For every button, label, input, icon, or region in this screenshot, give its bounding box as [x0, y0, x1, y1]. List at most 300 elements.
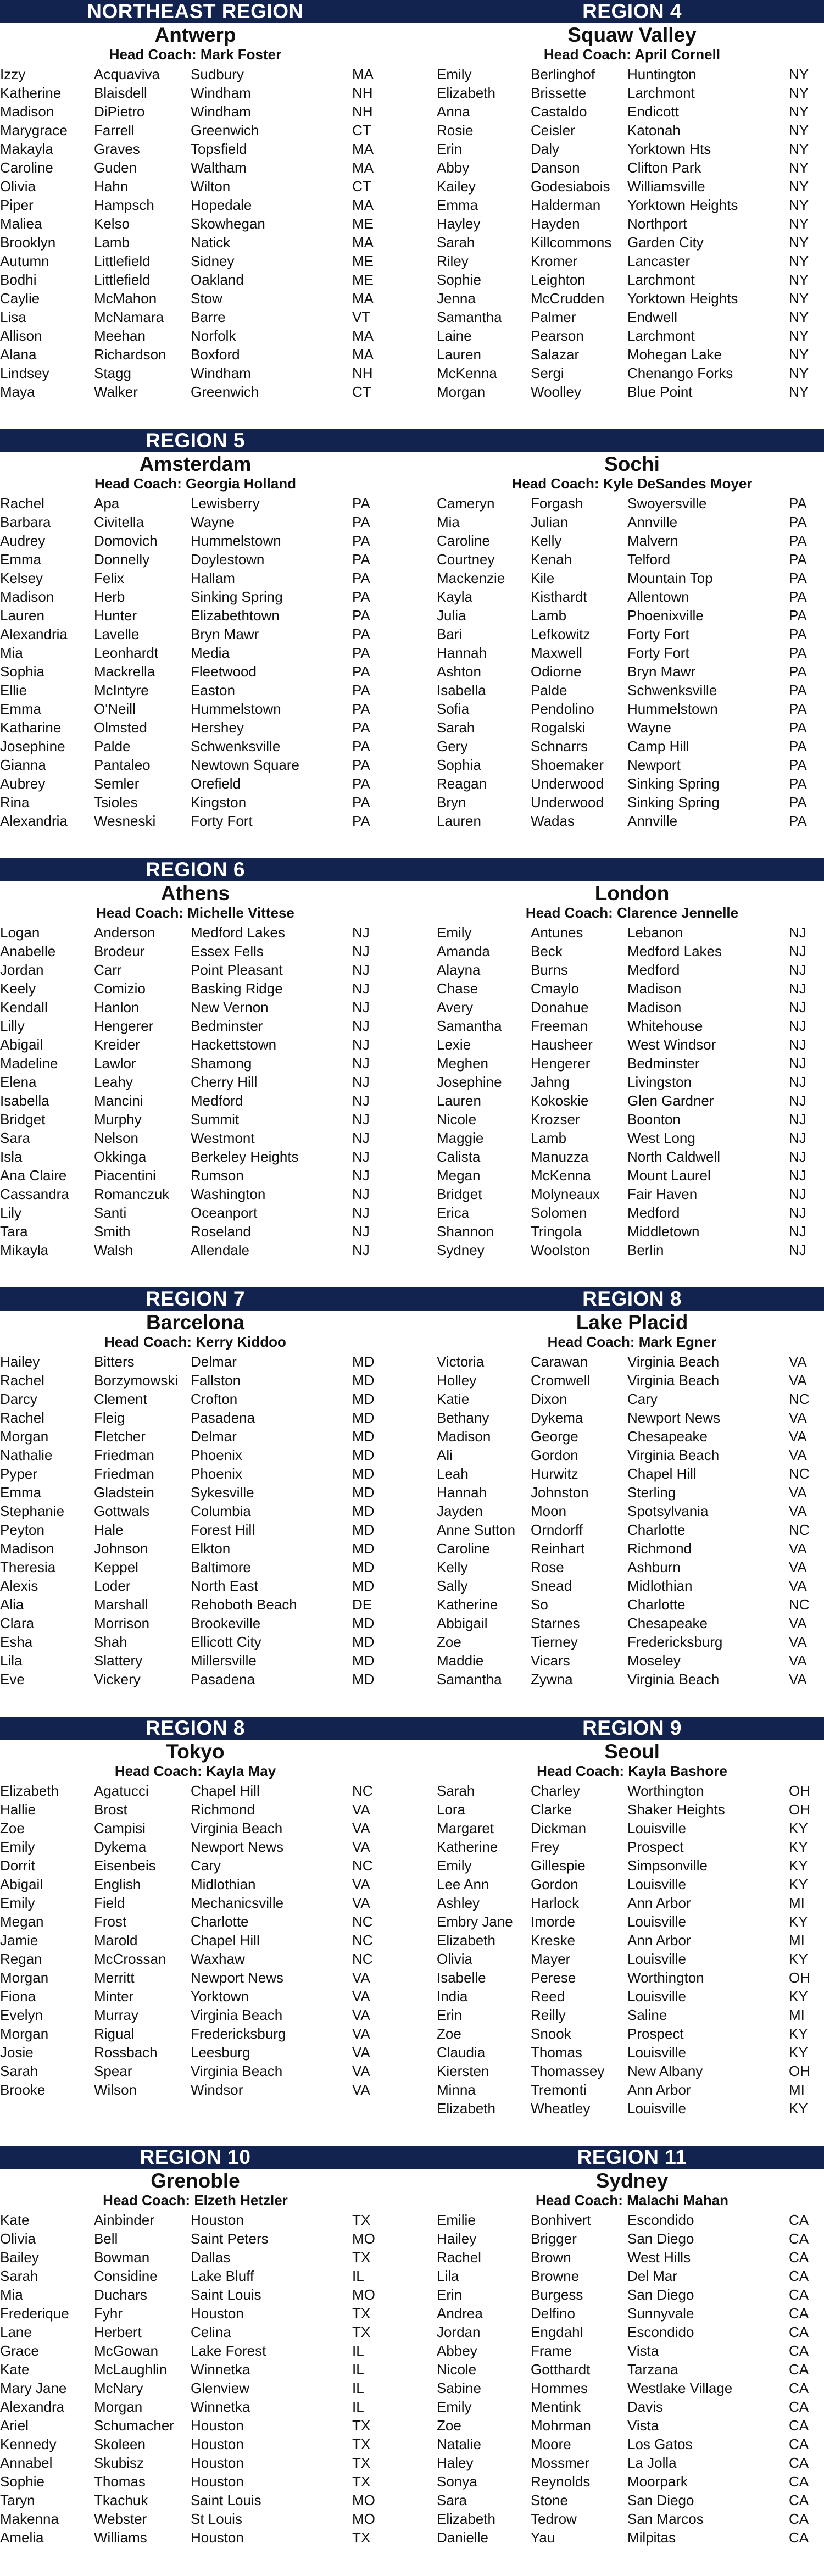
first-name: Nathalie: [0, 1447, 53, 1463]
first-name: Cameryn: [437, 495, 495, 512]
last-name: Richardson: [94, 346, 166, 363]
first-name: Sabine: [437, 2380, 481, 2396]
region-heading: REGION 8: [146, 1717, 245, 1739]
first-name: Hailey: [0, 1353, 40, 1370]
hometown: Waxhaw: [191, 1951, 245, 1967]
player-row: [437, 2304, 824, 2323]
last-name: Vicars: [531, 1652, 570, 1669]
last-name: So: [531, 1596, 548, 1613]
player-row: [0, 121, 391, 140]
first-name: Makayla: [0, 141, 53, 157]
player-row: [437, 1483, 824, 1502]
first-name: Morgan: [437, 384, 486, 400]
state: NJ: [352, 1055, 370, 1072]
hometown: Delmar: [191, 1428, 237, 1445]
state: PA: [352, 626, 370, 642]
state: IL: [352, 2342, 364, 2359]
region-heading: REGION 11: [577, 2146, 687, 2168]
first-name: Erin: [437, 141, 463, 157]
last-name: Schnarrs: [531, 738, 588, 754]
player-row: [0, 2472, 391, 2491]
last-name: Morrison: [94, 1615, 150, 1631]
state: VA: [789, 1615, 807, 1631]
first-name: Elizabeth: [437, 85, 495, 101]
last-name: English: [94, 1876, 141, 1892]
state: TX: [352, 2305, 371, 2322]
hometown: Medford: [627, 962, 680, 978]
last-name: Zywna: [531, 1671, 573, 1687]
state: CA: [789, 2436, 809, 2452]
state: MD: [352, 1484, 375, 1501]
state: VA: [352, 1801, 370, 1818]
last-name: Webster: [94, 2511, 147, 2527]
last-name: Bitters: [94, 1353, 135, 1370]
hometown: Berkeley Heights: [191, 1148, 299, 1165]
state: NC: [789, 1522, 810, 1538]
state: NJ: [789, 1018, 806, 1034]
hometown: Hopedale: [191, 197, 252, 213]
roster-list: [0, 1352, 391, 1689]
first-name: Courtney: [437, 551, 495, 568]
first-name: Emilie: [437, 2212, 476, 2228]
first-name: Bethany: [437, 1409, 489, 1426]
hometown: Elkton: [191, 1540, 231, 1557]
player-row: [437, 1427, 824, 1446]
player-row: [437, 177, 824, 196]
player-row: [437, 1539, 824, 1558]
hometown: Midlothian: [627, 1578, 693, 1594]
player-row: [0, 1371, 391, 1390]
roster-list: [0, 2211, 391, 2547]
player-row: [0, 2528, 391, 2547]
last-name: Reed: [531, 1988, 565, 2005]
last-name: Mayer: [531, 1951, 571, 1967]
last-name: Yau: [531, 2529, 555, 2546]
first-name: Embry Jane: [437, 1913, 513, 1930]
last-name: Beck: [531, 943, 563, 959]
hometown: Blue Point: [627, 384, 693, 400]
hometown: Larchmont: [627, 85, 695, 101]
state: NJ: [789, 999, 806, 1015]
state: MD: [352, 1409, 375, 1426]
last-name: Santi: [94, 1204, 127, 1221]
player-row: [437, 2360, 824, 2379]
last-name: Maxwell: [531, 645, 582, 661]
first-name: Anne Sutton: [437, 1522, 516, 1538]
hometown: New Vernon: [191, 999, 269, 1015]
player-row: [437, 1520, 824, 1539]
state: NJ: [789, 1242, 806, 1258]
first-name: Avery: [437, 999, 473, 1015]
player-row: [0, 1408, 391, 1427]
player-row: [437, 1408, 824, 1427]
state: CT: [352, 122, 371, 138]
state: MA: [352, 346, 374, 363]
first-name: Riley: [437, 253, 469, 269]
last-name: Stone: [531, 2492, 568, 2508]
hometown: Sinking Spring: [627, 775, 720, 792]
state: VA: [352, 2007, 370, 2023]
hometown: Yorktown Heights: [627, 197, 738, 213]
state: OH: [789, 1969, 810, 1986]
last-name: McGowan: [94, 2342, 159, 2359]
state: NJ: [352, 962, 370, 978]
state: NJ: [352, 924, 370, 941]
hometown: Windsor: [191, 2081, 243, 2098]
hometown: Virginia Beach: [627, 1671, 720, 1687]
player-row: [0, 550, 391, 569]
hometown: Shaker Heights: [627, 1801, 725, 1818]
state: MA: [352, 197, 374, 213]
first-name: Lily: [0, 1204, 22, 1221]
state: NH: [352, 103, 373, 120]
state: NC: [789, 1391, 810, 1407]
state: VA: [789, 1671, 807, 1687]
last-name: Tsioles: [94, 794, 138, 810]
hometown: Annville: [627, 813, 678, 829]
state: NJ: [352, 1018, 370, 1034]
first-name: Emily: [437, 924, 472, 941]
player-row: [437, 270, 824, 289]
state: VA: [352, 1895, 370, 1911]
first-name: Sophia: [0, 663, 44, 680]
player-row: [0, 289, 391, 308]
first-name: Madison: [0, 103, 54, 120]
state: MD: [352, 1652, 375, 1669]
last-name: McKenna: [531, 1167, 591, 1184]
first-name: Samantha: [437, 1671, 502, 1687]
last-name: Gladstein: [94, 1484, 154, 1501]
head-coach: Head Coach: Mark Foster: [109, 46, 282, 63]
last-name: Vickery: [94, 1671, 141, 1687]
state: NJ: [352, 1130, 370, 1146]
state: VA: [352, 1876, 370, 1892]
hometown: Yorktown Heights: [627, 290, 738, 307]
state: TX: [352, 2417, 371, 2434]
state: VA: [352, 2063, 370, 2079]
last-name: Lamb: [94, 234, 130, 251]
state: NY: [789, 271, 809, 288]
team-block: [0, 1717, 391, 2133]
state: PA: [789, 551, 807, 568]
hometown: Garden City: [627, 234, 704, 251]
first-name: Margaret: [437, 1820, 494, 1836]
player-row: [0, 1502, 391, 1520]
hometown: West Windsor: [627, 1036, 716, 1053]
hometown: Ellicott City: [191, 1634, 261, 1650]
first-name: Morgan: [0, 1428, 49, 1445]
last-name: Burgess: [531, 2286, 583, 2303]
player-row: [0, 2211, 391, 2229]
first-name: Erica: [437, 1204, 470, 1221]
player-row: [437, 2416, 824, 2435]
first-name: Andrea: [437, 2305, 483, 2322]
state: DE: [352, 1596, 372, 1613]
state: ME: [352, 271, 374, 288]
player-row: [437, 140, 824, 158]
last-name: Brost: [94, 1801, 127, 1818]
hometown: Crofton: [191, 1391, 238, 1407]
player-row: [0, 1147, 391, 1166]
first-name: Gery: [437, 738, 468, 754]
player-row: [0, 1539, 391, 1558]
first-name: Mia: [0, 2286, 23, 2303]
first-name: Maliea: [0, 215, 42, 232]
hometown: Virginia Beach: [191, 2063, 283, 2079]
player-row: [437, 326, 824, 345]
state: MA: [352, 159, 374, 176]
player-row: [437, 979, 824, 998]
first-name: Bodhi: [0, 271, 37, 288]
hometown: Lancaster: [627, 253, 691, 269]
state: TX: [352, 2529, 371, 2546]
hometown: St Louis: [191, 2511, 242, 2527]
last-name: McIntyre: [94, 682, 149, 698]
last-name: Snead: [531, 1578, 572, 1594]
hometown: Richmond: [191, 1801, 255, 1818]
last-name: Littlefield: [94, 253, 151, 269]
first-name: Logan: [0, 924, 40, 941]
state: NY: [789, 122, 809, 138]
hometown: Medford: [627, 1204, 680, 1221]
state: PA: [789, 607, 807, 624]
state: PA: [352, 794, 370, 810]
player-row: [0, 308, 391, 326]
state: MD: [352, 1559, 375, 1575]
hometown: West Hills: [627, 2249, 691, 2266]
last-name: Eisenbeis: [94, 1857, 156, 1874]
state: NY: [789, 253, 809, 269]
hometown: Sinking Spring: [191, 589, 283, 605]
last-name: Acquaviva: [94, 66, 160, 82]
player-row: [0, 1633, 391, 1651]
last-name: Palde: [94, 738, 131, 754]
state: VA: [352, 2081, 370, 2098]
player-row: [437, 1670, 824, 1689]
player-row: [0, 158, 391, 177]
first-name: Lauren: [437, 813, 481, 829]
first-name: Elizabeth: [437, 1932, 495, 1948]
player-row: [437, 2285, 824, 2304]
last-name: Slattery: [94, 1652, 143, 1669]
player-row: [437, 681, 824, 699]
last-name: Farrell: [94, 122, 135, 138]
last-name: Hayden: [531, 215, 580, 232]
last-name: Fyhr: [94, 2305, 123, 2322]
last-name: Herb: [94, 589, 125, 605]
first-name: Claudia: [437, 2044, 486, 2061]
player-row: [0, 494, 391, 513]
first-name: Kailey: [437, 178, 476, 195]
state: CA: [789, 2286, 809, 2303]
first-name: McKenna: [437, 365, 497, 381]
first-name: Olivia: [0, 2230, 36, 2247]
hometown: Endwell: [627, 309, 678, 325]
last-name: Lefkowitz: [531, 626, 591, 642]
hometown: Livingston: [627, 1074, 692, 1090]
state: NC: [352, 1857, 373, 1874]
player-row: [0, 2006, 391, 2024]
hometown: Forty Fort: [627, 645, 689, 661]
first-name: Annabel: [0, 2455, 53, 2471]
player-row: [437, 1633, 824, 1651]
hometown: Hackettstown: [191, 1036, 277, 1053]
hometown: Brookeville: [191, 1615, 261, 1631]
hometown: Louisville: [627, 1951, 686, 1967]
team-block: [437, 0, 824, 417]
last-name: Cmaylo: [531, 980, 580, 997]
roster-list: [0, 1781, 391, 2099]
first-name: Alayna: [437, 962, 481, 978]
player-row: [437, 2528, 824, 2547]
player-row: [0, 1819, 391, 1837]
player-row: [0, 1875, 391, 1894]
head-coach: Head Coach: Clarence Jennelle: [525, 904, 739, 921]
first-name: Anabelle: [0, 943, 56, 959]
player-row: [0, 2510, 391, 2528]
hometown: Saline: [627, 2007, 667, 2023]
last-name: Spear: [94, 2063, 132, 2079]
hometown: Madison: [627, 999, 682, 1015]
last-name: Hunter: [94, 607, 137, 624]
head-coach: Head Coach: Elzeth Hetzler: [103, 2192, 288, 2208]
hometown: Celina: [191, 2324, 231, 2340]
state: VA: [352, 2025, 370, 2042]
state: NJ: [789, 1036, 806, 1053]
player-row: [0, 1352, 391, 1371]
hometown: Houston: [191, 2455, 244, 2471]
first-name: Lisa: [0, 309, 26, 325]
last-name: Frost: [94, 1913, 127, 1930]
state: VA: [789, 1503, 807, 1519]
player-row: [437, 569, 824, 587]
player-row: [437, 718, 824, 737]
player-row: [0, 625, 391, 643]
first-name: Lora: [437, 1801, 466, 1818]
last-name: Blaisdell: [94, 85, 147, 101]
first-name: Mackenzie: [437, 570, 505, 586]
state: PA: [789, 589, 807, 605]
first-name: Laine: [437, 327, 472, 344]
last-name: Burns: [531, 962, 568, 978]
team-block: [0, 858, 391, 1275]
first-name: Rachel: [0, 495, 44, 512]
hometown: Glenview: [191, 2380, 249, 2396]
last-name: Palde: [531, 682, 567, 698]
state: PA: [352, 701, 370, 717]
state: OH: [789, 1783, 810, 1799]
state: CT: [352, 178, 371, 195]
first-name: Evelyn: [0, 2007, 43, 2023]
player-row: [0, 65, 391, 84]
hometown: Camp Hill: [627, 738, 689, 754]
player-row: [0, 252, 391, 270]
last-name: Meehan: [94, 327, 146, 344]
last-name: Rigual: [94, 2025, 135, 2042]
hometown: Worthington: [627, 1783, 704, 1799]
last-name: Tkachuk: [94, 2492, 148, 2508]
state: PA: [789, 813, 807, 829]
last-name: Ainbinder: [94, 2212, 154, 2228]
region-heading: [437, 429, 824, 452]
hometown: Fredericksburg: [627, 1634, 723, 1650]
player-row: [437, 252, 824, 270]
hometown: Middletown: [627, 1223, 700, 1240]
hometown: Tarzana: [627, 2361, 678, 2378]
first-name: Mikayla: [0, 1242, 49, 1258]
last-name: Kelly: [531, 532, 562, 549]
last-name: Perese: [531, 1969, 576, 1986]
last-name: Kreider: [94, 1036, 140, 1053]
first-name: Ashton: [437, 663, 481, 680]
player-row: [0, 1800, 391, 1819]
player-row: [437, 643, 824, 662]
state: NJ: [789, 1204, 806, 1221]
first-name: Shannon: [437, 1223, 494, 1240]
first-name: Theresia: [0, 1559, 56, 1575]
first-name: Nicole: [437, 2361, 477, 2378]
player-row: [437, 2491, 824, 2510]
player-row: [437, 662, 824, 681]
last-name: Harlock: [531, 1895, 580, 1911]
player-row: [437, 1390, 824, 1408]
state: VA: [789, 1484, 807, 1501]
first-name: Sally: [437, 1578, 468, 1594]
state: CA: [789, 2268, 809, 2284]
last-name: Frame: [531, 2342, 572, 2359]
team-name: Antwerp: [154, 24, 236, 46]
first-name: Hannah: [437, 1484, 487, 1501]
team-block: [437, 858, 824, 1275]
hometown: Oceanport: [191, 1204, 258, 1221]
state: CA: [789, 2455, 809, 2471]
first-name: Elena: [0, 1074, 37, 1090]
player-row: [437, 289, 824, 308]
first-name: Lane: [0, 2324, 32, 2340]
first-name: Olivia: [437, 1951, 473, 1967]
hometown: Charlotte: [191, 1913, 249, 1930]
state: CA: [789, 2417, 809, 2434]
state: NY: [789, 309, 809, 325]
head-coach: Head Coach: Kyle DeSandes Moyer: [511, 475, 753, 492]
state: NY: [789, 215, 809, 232]
player-row: [437, 1502, 824, 1520]
first-name: Lee Ann: [437, 1876, 489, 1892]
team-block: [437, 1717, 824, 2133]
hometown: San Diego: [627, 2492, 694, 2508]
first-name: Ariel: [0, 2417, 29, 2434]
last-name: Hahn: [94, 178, 129, 195]
state: VA: [789, 1353, 807, 1370]
first-name: Abigail: [0, 1876, 43, 1892]
first-name: Alexandria: [0, 626, 68, 642]
first-name: Erin: [437, 2007, 463, 2023]
hometown: Windham: [191, 103, 251, 120]
player-row: [0, 1017, 391, 1035]
state: CA: [789, 2380, 809, 2396]
state: NJ: [789, 1111, 806, 1128]
hometown: Fleetwood: [191, 663, 257, 680]
hometown: Northport: [627, 215, 687, 232]
player-row: [437, 1987, 824, 2006]
state: PA: [352, 495, 370, 512]
hometown: Forty Fort: [627, 626, 689, 642]
state: PA: [352, 551, 370, 568]
state: NJ: [352, 1242, 370, 1258]
player-row: [0, 1595, 391, 1614]
last-name: Civitella: [94, 514, 144, 530]
state: NY: [789, 365, 809, 381]
